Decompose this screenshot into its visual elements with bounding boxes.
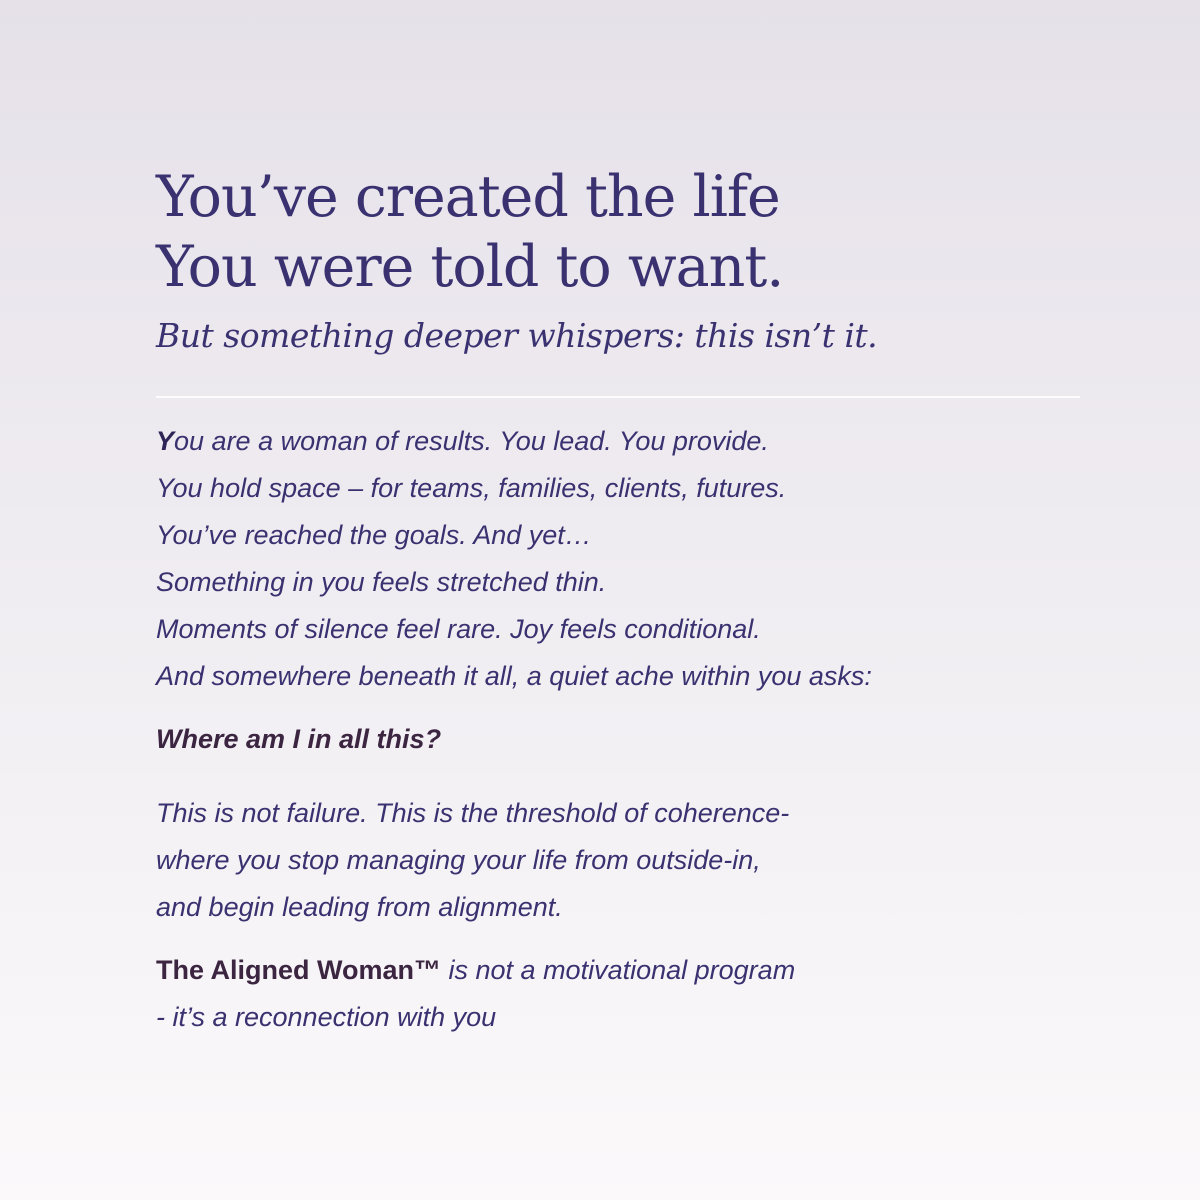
- intro-line-6: And somewhere beneath it all, a quiet ache within you asks:: [156, 661, 872, 691]
- intro-line-1-text: ou are a woman of results. You lead. You provide.: [174, 426, 769, 456]
- threshold-line-2: where you stop managing your life from outside-in,: [156, 845, 761, 875]
- threshold-paragraph: [156, 790, 1080, 931]
- closing-line-2: - it’s a reconnection with you: [156, 1002, 497, 1032]
- intro-dropcap: Y: [156, 426, 175, 456]
- threshold-line-1: This is not failure. This is the threshold of coherence-: [156, 798, 790, 828]
- content-block: [156, 162, 1080, 1041]
- subheadline: But something deeper whispers: this isn’t it.: [156, 316, 878, 355]
- intro-line-3: You’ve reached the goals. And yet…: [156, 520, 592, 550]
- intro-line-5: Moments of silence feel rare. Joy feels conditional.: [156, 614, 761, 644]
- intro-line-2: You hold space – for teams, families, clients, futures.: [156, 473, 787, 503]
- closing-line-1-text: is not a motivational program: [441, 955, 796, 985]
- intro-line-4: Something in you feels stretched thin.: [156, 567, 607, 597]
- closing-paragraph: [156, 947, 1080, 1041]
- headline-line-1: You’ve created the life: [156, 164, 780, 230]
- brand-name: The Aligned Woman™: [156, 955, 442, 985]
- closing-line-1: [156, 947, 1080, 994]
- headline: [156, 162, 1080, 302]
- intro-line-1: [156, 418, 1080, 465]
- divider: [156, 396, 1080, 398]
- question: Where am I in all this?: [156, 724, 442, 754]
- intro-paragraph: [156, 418, 1080, 700]
- threshold-line-3: and begin leading from alignment.: [156, 892, 563, 922]
- headline-line-2: You were told to want.: [156, 234, 784, 300]
